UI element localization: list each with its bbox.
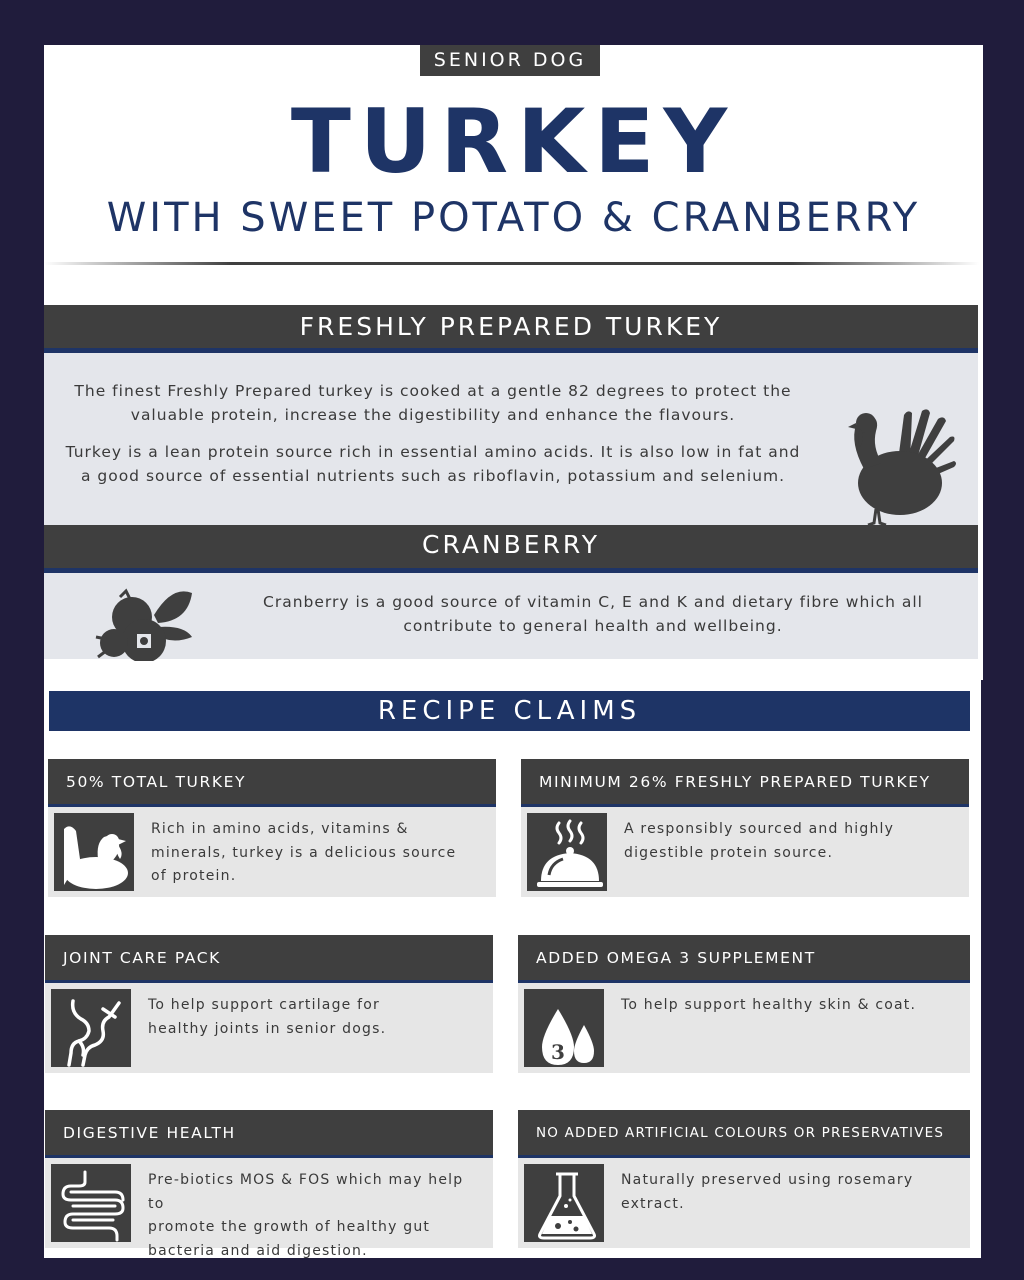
claim-description-line: extract. bbox=[621, 1195, 685, 1212]
claim-body bbox=[45, 983, 493, 1073]
flask-icon bbox=[521, 1161, 607, 1245]
claim-description-line: Pre-biotics MOS & FOS which may help to bbox=[148, 1172, 464, 1212]
claim-body bbox=[521, 807, 969, 897]
claim-card-joint-care bbox=[45, 935, 493, 1073]
cranberry-paragraph bbox=[230, 590, 956, 638]
intestine-icon bbox=[48, 1161, 134, 1245]
claim-title: 50% TOTAL TURKEY bbox=[48, 759, 496, 807]
eyebrow-label: SENIOR DOG bbox=[420, 45, 600, 76]
claim-body bbox=[518, 1158, 970, 1248]
claim-description bbox=[148, 994, 478, 1041]
turkey-paragraph-1 bbox=[44, 379, 822, 427]
cranberry-paragraph-line-2: contribute to general health and wellbeing. bbox=[403, 617, 783, 635]
section-heading-turkey: FRESHLY PREPARED TURKEY bbox=[44, 305, 978, 353]
claim-title: MINIMUM 26% FRESHLY PREPARED TURKEY bbox=[521, 759, 969, 807]
claim-description-line: To help support cartilage for bbox=[148, 997, 380, 1013]
omega-drops-icon bbox=[521, 986, 607, 1070]
section-heading-cranberry: CRANBERRY bbox=[44, 525, 978, 573]
claim-body bbox=[518, 983, 970, 1073]
turkey-paragraph-2-line-2: a good source of essential nutrients such as riboflavin, potassium and selenium. bbox=[80, 467, 786, 485]
claim-description bbox=[148, 1169, 478, 1263]
claim-description-line: A responsibly sourced and highly bbox=[624, 821, 895, 837]
omega-drop-label: 3 bbox=[551, 1040, 565, 1064]
claim-body bbox=[45, 1158, 493, 1259]
claim-description bbox=[621, 1169, 951, 1216]
claim-description-line: bacteria and aid digestion. bbox=[148, 1242, 368, 1259]
claim-body bbox=[48, 807, 496, 897]
turkey-icon bbox=[820, 403, 960, 527]
page-subtitle: WITH SWEET POTATO & CRANBERRY bbox=[106, 195, 921, 241]
section-body-cranberry bbox=[44, 573, 978, 659]
claim-description-line: of protein. bbox=[151, 868, 237, 884]
claim-card-digestive-health bbox=[45, 1110, 493, 1259]
turkey-paragraph-1-line-2: valuable protein, increase the digestibility and enhance the flavours. bbox=[130, 406, 736, 424]
cranberry-icon bbox=[92, 581, 196, 661]
claim-description-line: Rich in amino acids, vitamins & bbox=[151, 821, 409, 837]
claim-card-total-turkey bbox=[48, 759, 496, 897]
joint-icon bbox=[48, 986, 134, 1070]
claim-description-line: promote the growth of healthy gut bbox=[148, 1219, 431, 1235]
claim-description bbox=[624, 818, 954, 865]
turkey-paragraph-1-line-1: The finest Freshly Prepared turkey is cooked at a gentle 82 degrees to protect the bbox=[74, 382, 792, 400]
claim-description bbox=[621, 994, 951, 1018]
title-divider bbox=[44, 262, 979, 265]
claim-description-line: healthy joints in senior dogs. bbox=[148, 1020, 387, 1037]
page-title: TURKEY bbox=[290, 90, 737, 193]
claim-card-freshly-prepared bbox=[521, 759, 969, 897]
cloche-icon bbox=[524, 810, 610, 894]
claim-card-no-artificial bbox=[518, 1110, 970, 1248]
recipe-claims-heading: RECIPE CLAIMS bbox=[49, 691, 970, 731]
claim-description-line: To help support healthy skin & coat. bbox=[621, 997, 917, 1013]
turkey-paragraph-2 bbox=[44, 440, 822, 488]
claim-title: ADDED OMEGA 3 SUPPLEMENT bbox=[518, 935, 970, 983]
cranberry-paragraph-line-1: Cranberry is a good source of vitamin C, E and K and dietary fibre which all bbox=[263, 593, 923, 611]
claim-description-line: Naturally preserved using rosemary bbox=[621, 1172, 914, 1188]
claim-description bbox=[151, 818, 481, 889]
turkey-icon bbox=[51, 810, 137, 894]
claim-title: NO ADDED ARTIFICIAL COLOURS OR PRESERVATIVES bbox=[518, 1110, 970, 1158]
section-body-turkey bbox=[44, 353, 978, 525]
claim-description-line: digestible protein source. bbox=[624, 844, 834, 861]
claim-title: JOINT CARE PACK bbox=[45, 935, 493, 983]
claim-description-line: minerals, turkey is a delicious source bbox=[151, 844, 457, 861]
turkey-paragraph-2-line-1: Turkey is a lean protein source rich in essential amino acids. It is also low in fat and bbox=[65, 443, 801, 461]
claim-card-omega-3 bbox=[518, 935, 970, 1073]
claim-title: DIGESTIVE HEALTH bbox=[45, 1110, 493, 1158]
